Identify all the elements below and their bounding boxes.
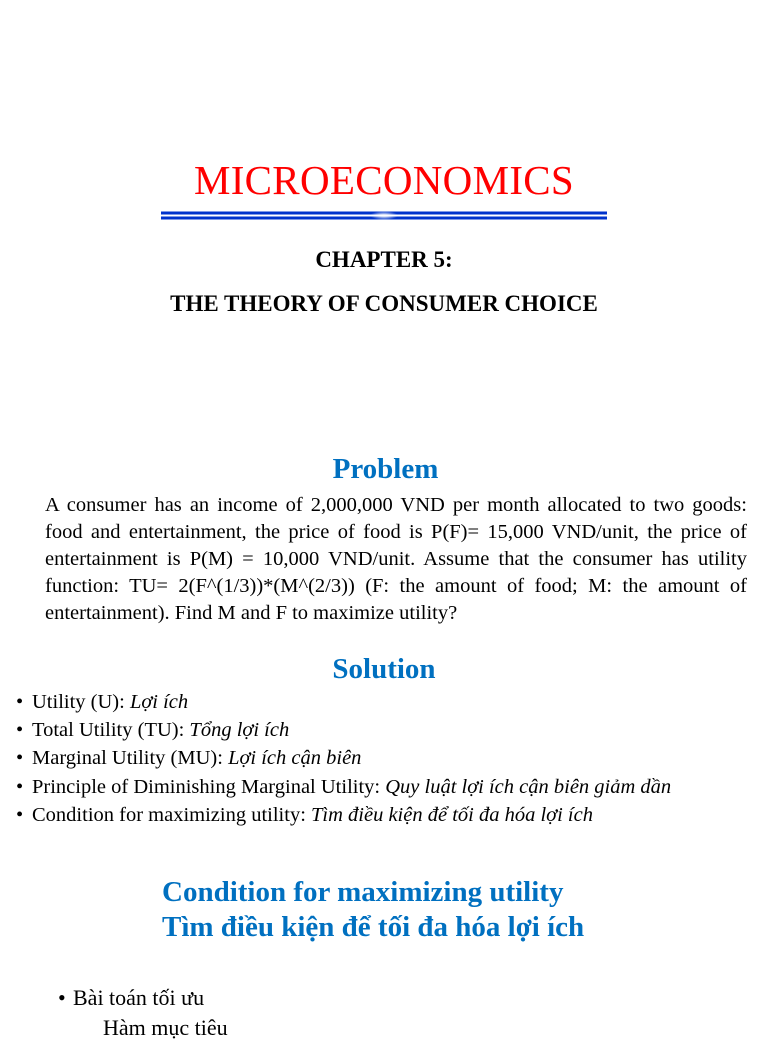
term-label: Condition for maximizing utility:	[32, 803, 312, 826]
term-translation: Tổng lợi ích	[189, 719, 290, 742]
term-label: Utility (U):	[32, 691, 130, 713]
title-underline	[161, 211, 607, 220]
condition-heading-line2: Tìm điều kiện để tối đa hóa lợi ích	[162, 910, 585, 943]
bullet-icon: •	[16, 747, 24, 770]
term-translation: Lợi ích	[129, 691, 189, 713]
chapter-label: CHAPTER 5:	[315, 247, 453, 272]
term-translation: Quy luật lợi ích cận biên giảm dần	[385, 775, 672, 798]
problem-text: A consumer has an income of 2,000,000 VND per month allocated to two goods: food and entertainment, the price of food is P(F)= 15,000 VND/unit, the price of entertainment is P(M) = 10,000 VND/unit. Assume that the consumer has utility function: TU= 2(F^(1/3))*(M^(2/3)) (F: the amount of food; M: the amount of entertainment). Find M and F to maximize utility?	[45, 494, 747, 624]
list-item	[16, 773, 756, 801]
main-title: MICROECONOMICS	[193, 157, 575, 203]
list-item-label: Bài toán tối ưu	[73, 985, 205, 1010]
term-label: Total Utility (TU):	[32, 719, 190, 742]
bullet-icon: •	[16, 691, 24, 713]
problem-heading: Problem	[332, 453, 439, 485]
term-translation: Lợi ích cận biên	[228, 747, 362, 770]
bullet-icon: •	[16, 775, 24, 798]
term-translation: Tìm điều kiện để tối đa hóa lợi ích	[311, 803, 593, 826]
list-item	[58, 983, 738, 1013]
bullet-icon: •	[16, 719, 24, 742]
solution-list	[16, 688, 756, 829]
list-item	[16, 801, 756, 829]
bullet-icon: •	[58, 985, 66, 1010]
term-label: Marginal Utility (MU):	[32, 747, 229, 770]
list-item	[16, 744, 756, 772]
condition-heading-line1: Condition for maximizing utility	[162, 876, 564, 908]
condition-heading	[162, 875, 762, 944]
chapter-title: THE THEORY OF CONSUMER CHOICE	[170, 291, 598, 316]
solution-heading: Solution	[332, 653, 436, 685]
condition-list	[58, 983, 738, 1013]
term-label: Principle of Diminishing Marginal Utility:	[32, 775, 386, 798]
list-item	[16, 716, 756, 744]
bullet-icon: •	[16, 803, 24, 826]
list-item	[16, 688, 756, 716]
cutoff-sub-item: Hàm mục tiêu	[103, 1015, 228, 1040]
